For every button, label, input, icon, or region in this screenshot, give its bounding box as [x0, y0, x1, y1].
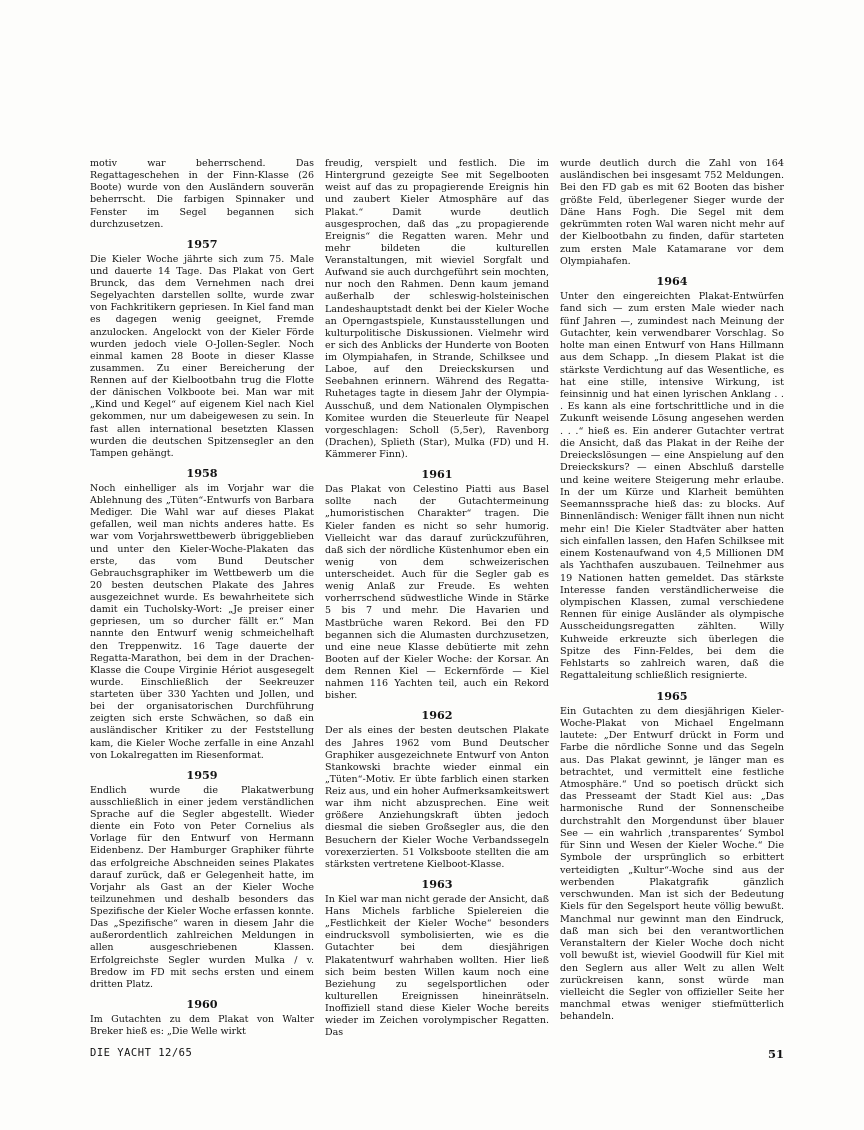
year-heading-1961: 1961: [421, 467, 453, 482]
page-number: 51: [768, 1047, 785, 1061]
paragraph: motiv war beherrschend. Das Regattageschehen in der Finn-Klasse (26 Boote) wurde von den Ausländern souverän beherrscht. Die farbigen Spinnaker und Fenster im Segel begannen sich durchzusetzen.: [90, 158, 314, 230]
publication-footer: DIE YACHT 12/65: [90, 1047, 193, 1059]
paragraph-1957: Die Kieler Woche jährte sich zum 75. Male und dauerte 14 Tage. Das Plakat von Gert Brunck, das dem Vernehmen nach drei Segelyachten darstellen sollte, wurde zwar von Fachkritikern gepriesen. In Kiel fand man es dagegen wenig geeignet, Fremde anzulocken. Angelockt von der Kieler Förde wurden jedoch viele O-Jollen-Segler. Noch einmal kamen 28 Boote in dieser Klasse zusammen. Zu einer Bereicherung der Rennen auf der Kielbootbahn trug die Flotte der dänischen Volkboote bei. Man war mit „Kind und Kegel“ auf eigenem Kiel nach Kiel gekommen, nur um dabeigewesen zu sein. In fast allen international besetzten Klassen wurden die deutschen Spitzensegler an den Tampen gehängt.: [90, 253, 314, 459]
year-heading-1957: 1957: [186, 236, 218, 251]
year-heading-1964: 1964: [656, 274, 688, 289]
year-heading-1963: 1963: [421, 876, 453, 891]
year-heading-1959: 1959: [186, 767, 218, 782]
paragraph-1961: Das Plakat von Celestino Piatti aus Basel sollte nach der Gutachtermeinung „humoristischen Charakter“ tragen. Die Kieler fanden es nicht so sehr humorig. Vielleicht war das darauf zurückzuführen, daß sich der nördliche Küstenhumor eben ein wenig von dem schweizerischen unterscheidet. Auch für die Segler gab es wenig Anlaß zur Freude. Es wehten vorherrschend südwestliche Winde in Stärke 5 bis 7 und mehr. Die Havarien und Mastbrüche waren Rekord. Bei den FD begannen sich die Alumasten durchzusetzen, und eine neue Klasse debütierte mit zehn Booten auf der Kieler Woche: der Korsar. An dem Rennen Kiel — Eckernförde — Kiel nahmen 116 Yachten teil, auch ein Rekord bisher.: [325, 484, 549, 702]
paragraph: freudig, verspielt und festlich. Die im Hintergrund gezeigte See mit Segelbooten weist auf das zu propagierende Ereignis hin und zaubert Kieler Atmosphäre auf das Plakat.“ Damit wurde deutlich ausgesprochen, daß das „zu propagierende Ereignis“ die Regatten waren. Mehr und mehr bildeten die kulturellen Veranstaltungen, mit wieviel Sorgfalt und Aufwand sie auch durchgeführt sein mochten, nur noch den Rahmen. Denn kaum jemand außerhalb der schleswig-holsteinischen Landeshauptstadt denkt bei der Kieler Woche an Operngastspiele, Kunstausstellungen und kulturpolitische Diskussionen. Vielmehr wird er sich des Anblicks der Hunderte von Booten im Olympiahafen, in Strande, Schilksee und Laboe, auf den Dreieckskursen und Seebahnen erinnern. Während des Regatta-Ruhetages tagte in diesem Jahr der Olympia-Ausschuß, und dem Nationalen Olympischen Komitee wurden die Steuerleute für Neapel vorgeschlagen: Scholl (5,5er), Ravenborg (Drachen), Splieth (Star), Mulka (FD) und H. Kämmerer Finn).: [325, 158, 549, 460]
paragraph-1962: Der als eines der besten deutschen Plakate des Jahres 1962 vom Bund Deutscher Graphiker ausgezeichnete Entwurf von Anton Stankowski brachte wieder einmal ein „Tüten“-Motiv. Er übte farblich einen starken Reiz aus, und ein hoher Aufmerksamkeitswert war ihm nicht abzusprechen. Eine weit größere Anziehungskraft übten jedoch diesmal die sieben Großsegler aus, die den Besuchern der Kieler Woche Verbandssegeln vorexerzierten. 51 Volksboote stellten die am stärksten vertretene Kielboot-Klasse.: [325, 725, 549, 870]
year-heading-1960: 1960: [186, 996, 218, 1011]
year-heading-1958: 1958: [186, 465, 218, 480]
year-heading-1962: 1962: [421, 708, 453, 723]
text-column-3: [560, 158, 784, 1025]
paragraph-1960: Im Gutachten zu dem Plakat von Walter Breker hieß es: „Die Welle wirkt: [90, 1013, 314, 1037]
text-column-1: [90, 158, 314, 1039]
paragraph-1964: Unter den eingereichten Plakat-Entwürfen fand sich — zum ersten Male wieder nach fünf Jahren —, zumindest nach Meinung der Gutachter, kein verwendbarer Vorschlag. So holte man einen Entwurf von Hans Hillmann aus dem Schapp. „In diesem Plakat ist die stärkste Verdichtung auf das Wesentliche, es hat eine stille, intensive Wirkung, ist feinsinnig und hat einen lyrischen Anklang . . . Es kann als eine fortschrittliche und in die Zukunft weisende Lösung angesehen werden . . .“ hieß es. Ein anderer Gutachter vertrat die Ansicht, daß das Plakat in der Reihe der Dreieckslösungen — eine Anspielung auf den Dreieckskurs? — einen Abschluß darstelle und keine weitere Steigerung mehr erlaube. In der um Kürze und Klarheit bemühten Seemannssprache hieß das: zu blocks. Auf Binnenländisch: Weniger fällt ihnen nun nicht mehr ein! Die Kieler Stadtväter aber hatten sich einfallen lassen, den Hafen Schilksee mit einem Kostenaufwand von 4,5 Millionen DM als Yachthafen auszubauen. Teilnehmer aus 19 Nationen hatten gemeldet. Das stärkste Interesse fanden verständlicherweise die olympischen Klassen, zumal verschiedene Rennen für einige Ausländer als olympische Ausscheidungsregatten zählten. Willy Kuhweide erkreuzte sich überlegen die Spitze des Finn-Feldes, bei dem die Fehlstarts so zahlreich waren, daß die Regattaleitung schließlich resignierte.: [560, 291, 784, 682]
paragraph: wurde deutlich durch die Zahl von 164 ausländischen bei insgesamt 752 Meldungen. Bei den FD gab es mit 62 Booten das bisher größte Feld, überlegener Sieger wurde der Däne Hans Fogh. Die Segel mit dem gekrümmten roten Wal waren nicht mehr auf der Kielbootbahn zu finden, dafür starteten zum ersten Male Katamarane vor dem Olympiahafen.: [560, 158, 784, 267]
paragraph-1965: Ein Gutachten zu dem diesjährigen Kieler-Woche-Plakat von Michael Engelmann lautete: „Der Entwurf drückt in Form und Farbe die nördliche Sonne und das Segeln aus. Das Plakat gewinnt, je länger man es betrachtet, und vermittelt eine festliche Atmosphäre.“ Und so poetisch drückt sich das Presseamt der Stadt Kiel aus: „Das harmonische Rund der Sonnenscheibe durchstrahlt den Morgendunst über blauer See — ein wahrlich ‚transparentes‘ Symbol für Sinn und Wesen der Kieler Woche.“ Die Symbole der ursprünglich so erbittert verteidigten „Kultur“-Woche sind aus der werbenden Plakatgrafik gänzlich verschwunden. Man ist sich der Bedeutung Kiels für den Segelsport heute völlig bewußt. Manchmal nur gewinnt man den Eindruck, daß man sich bei den verantwortlichen Veranstaltern der Kieler Woche doch nicht voll bewußt ist, wieviel Goodwill für Kiel mit den Seglern aus aller Welt zu allen Welt zurückreisen kann, sonst würde man vielleicht die Segler von offizieller Seite her manchmal etwas weniger stiefmütterlich behandeln.: [560, 705, 784, 1023]
paragraph-1959: Endlich wurde die Plakatwerbung ausschließlich in einer jedem verständlichen Sprache auf die Segler abgestellt. Wieder diente ein Foto von Peter Cornelius als Vorlage für den Entwurf von Hermann Eidenbenz. Der Hamburger Graphiker führte das erfolgreiche Abschneiden seines Plakates darauf zurück, daß er Gelegenheit hatte, im Vorjahr als Gast an der Kieler Woche teilzunehmen und deshalb besonders das Spezifische der Kieler Woche erfassen konnte. Das „Spezifische“ waren in diesem Jahr die außerordentlich zahlreichen Meldungen in allen ausgeschriebenen Klassen. Erfolgreichste Segler wurden Mulka / v. Bredow im FD mit sechs ersten und einem dritten Platz.: [90, 784, 314, 990]
paragraph-1963: In Kiel war man nicht gerade der Ansicht, daß Hans Michels farbliche Spielereien die „Festlichkeit der Kieler Woche“ besonders eindrucksvoll symbolisierten, wie es die Gutachter bei dem diesjährigen Plakatentwurf wahrhaben wollten. Hier ließ sich beim besten Willen kaum noch eine Beziehung zu segelsportlichen oder kulturellen Ereignissen hineinrätseln. Inoffiziell stand diese Kieler Woche bereits wieder im Zeichen vorolympischer Regatten. Das: [325, 893, 549, 1039]
text-column-2: [325, 158, 549, 1040]
paragraph-1958: Noch einhelliger als im Vorjahr war die Ablehnung des „Tüten“-Entwurfs von Barbara Mediger. Die Wahl war auf dieses Plakat gefallen, weil man nichts anderes hatte. Es war vom Vorjahrswettbewerb übriggeblieben und unter den Kieler-Woche-Plakaten das erste, das vom Bund Deutscher Gebrauchsgraphiker im Wettbewerb um die 20 besten deutschen Plakate des Jahres ausgezeichnet wurde. Es bewahrheitete sich damit ein Tucholsky-Wort: „Je preiser einer gepriesen, um so durcher fällt er.“ Man nannte den Entwurf wenig schmeichelhaft den Treppenwitz. 16 Tage dauerte der Regatta-Marathon, bei dem in der Drachen-Klasse die Coupe Virginie Hériot ausgesegelt wurde. Einschließlich der Seekreuzer starteten über 330 Yachten und Jollen, und bei der organisatorischen Durchführung zeigten sich erste Schwächen, so daß ein ausländischer Kritiker zu der Feststellung kam, die Kieler Woche zerfalle in eine Anzahl von Lokalregatten im Riesenformat.: [90, 482, 314, 761]
year-heading-1965: 1965: [656, 688, 688, 703]
